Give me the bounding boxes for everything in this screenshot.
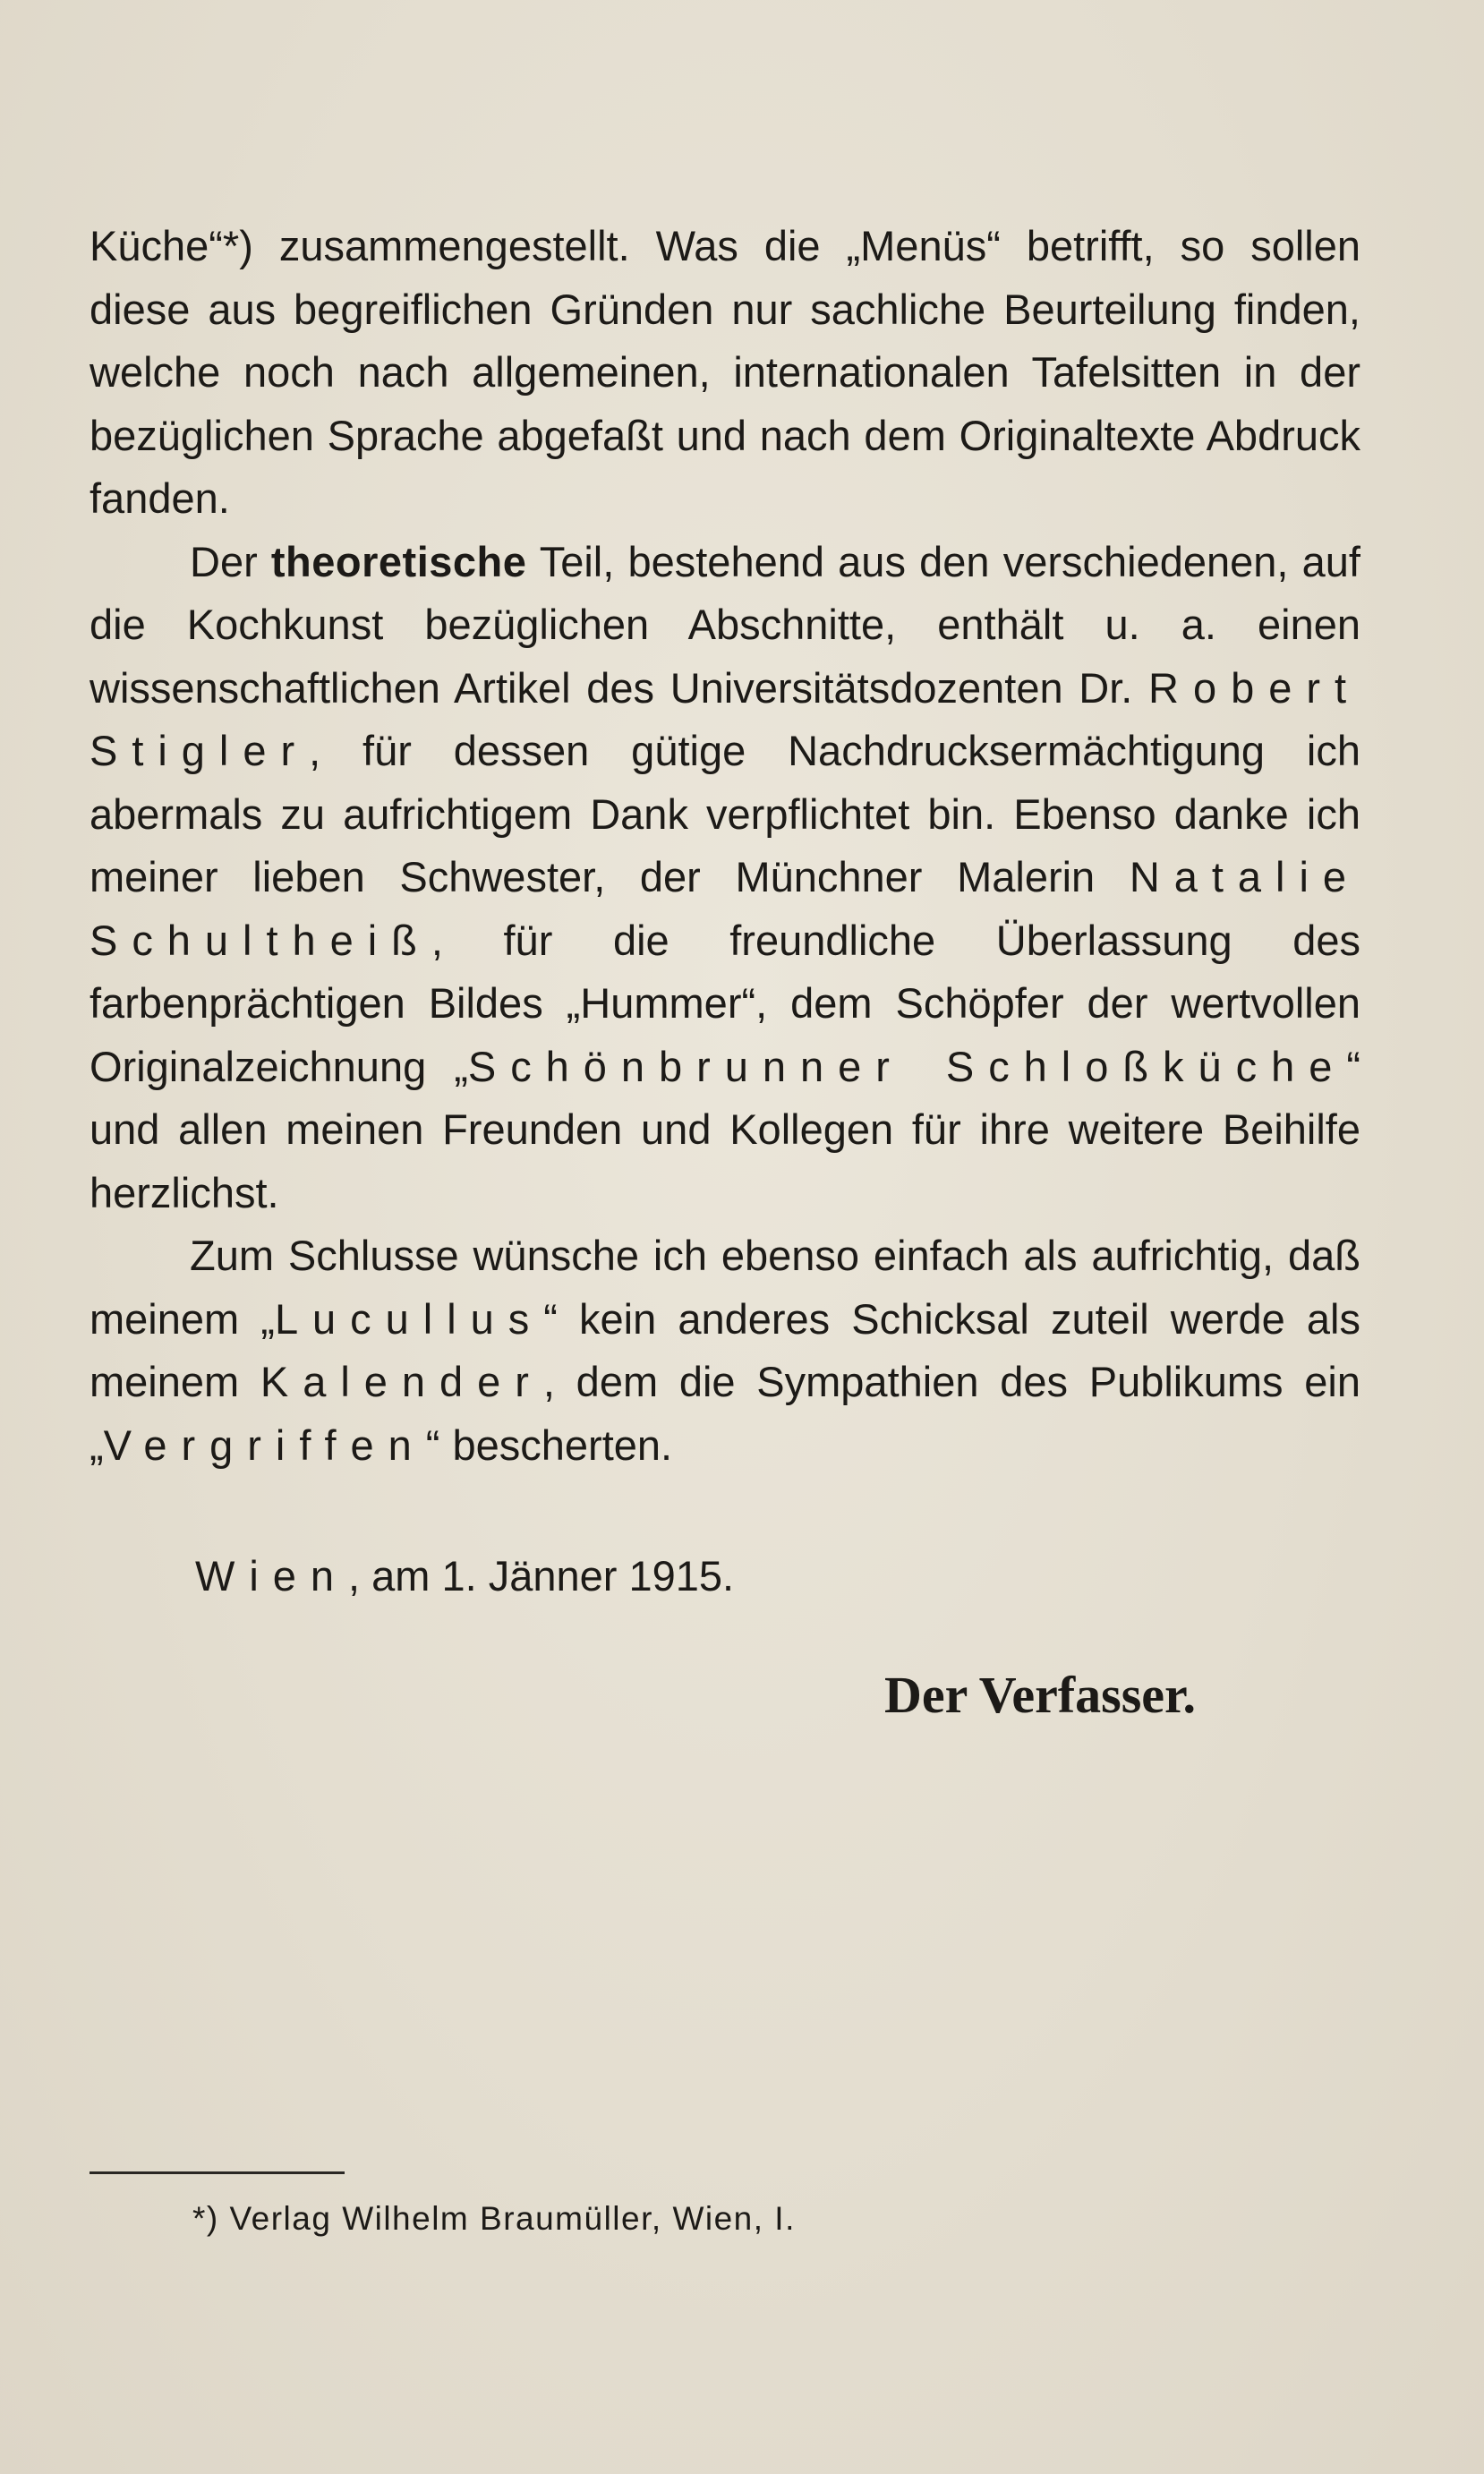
spaced-title: Schönbrunner Schloßküche [467,1042,1347,1090]
text-run: Küche“*) zusammengestellt. Was die „Menüs“ betrifft, so sollen diese aus begreiflichen Gründen nur sachliche Beurteilung finden, welche noch nach allgemeinen, internationalen Tafelsitten in der bezüglichen Sprache abgefaßt und nach dem Originaltexte Abdruck fanden. [90,222,1360,522]
place-and-date [90,1545,1360,1608]
text-run: Der [190,537,271,585]
footnote: *) Verlag Wilhelm Braumüller, Wien, I. [192,2200,796,2237]
spaced-title: Lucullus [274,1294,544,1343]
text-run: , dem die Sympathien des Publikums ein „ [90,1358,1360,1469]
spaced-word: Vergriffen [103,1420,426,1469]
paragraph-menus [90,215,1360,531]
page-body [90,215,1360,1731]
text-run: “ kein anderes Schicksal zuteil werde als meinem [90,1294,1360,1405]
place-city: Wien [195,1552,349,1600]
paragraph-theoretical-part [90,531,1360,1225]
spaced-name: Natalie Schultheiß [90,853,1360,964]
spaced-title: Kalender [260,1358,543,1405]
footnote-divider [90,2171,345,2174]
paragraph-conclusion [90,1224,1360,1477]
text-run: “ bescherten. [425,1420,673,1469]
emphasis-bold: theoretische [270,537,527,585]
text-run: Teil, bestehend aus den verschiedenen, auf die Kochkunst bezüglichen Abschnitte, enthält u. a. einen wissenschaftlichen Artikel des Universitätsdozenten Dr. [90,537,1360,712]
spaced-name: Robert Stigler [90,663,1360,774]
text-run: “ und allen meinen Freunden und Kollegen für ihre weitere Beihilfe herzlichst. [90,1042,1360,1216]
text-run: , für die freundliche Überlassung des farbenprächtigen Bildes „Hummer“, dem Schöpfer der wertvollen Originalzeichnung „ [90,916,1360,1090]
text-run: , für dessen gütige Nachdrucksermächtigung ich abermals zu aufrichtigem Dank verpflichtet bin. Ebenso danke ich meiner lieben Schwester, der Münchner Malerin [90,727,1360,900]
date-text: , am 1. Jänner 1915. [348,1552,735,1600]
text-run: Zum Schlusse wünsche ich ebenso einfach als aufrichtig, daß meinem „ [90,1232,1360,1343]
signature: Der Verfasser. [884,1666,1196,1724]
